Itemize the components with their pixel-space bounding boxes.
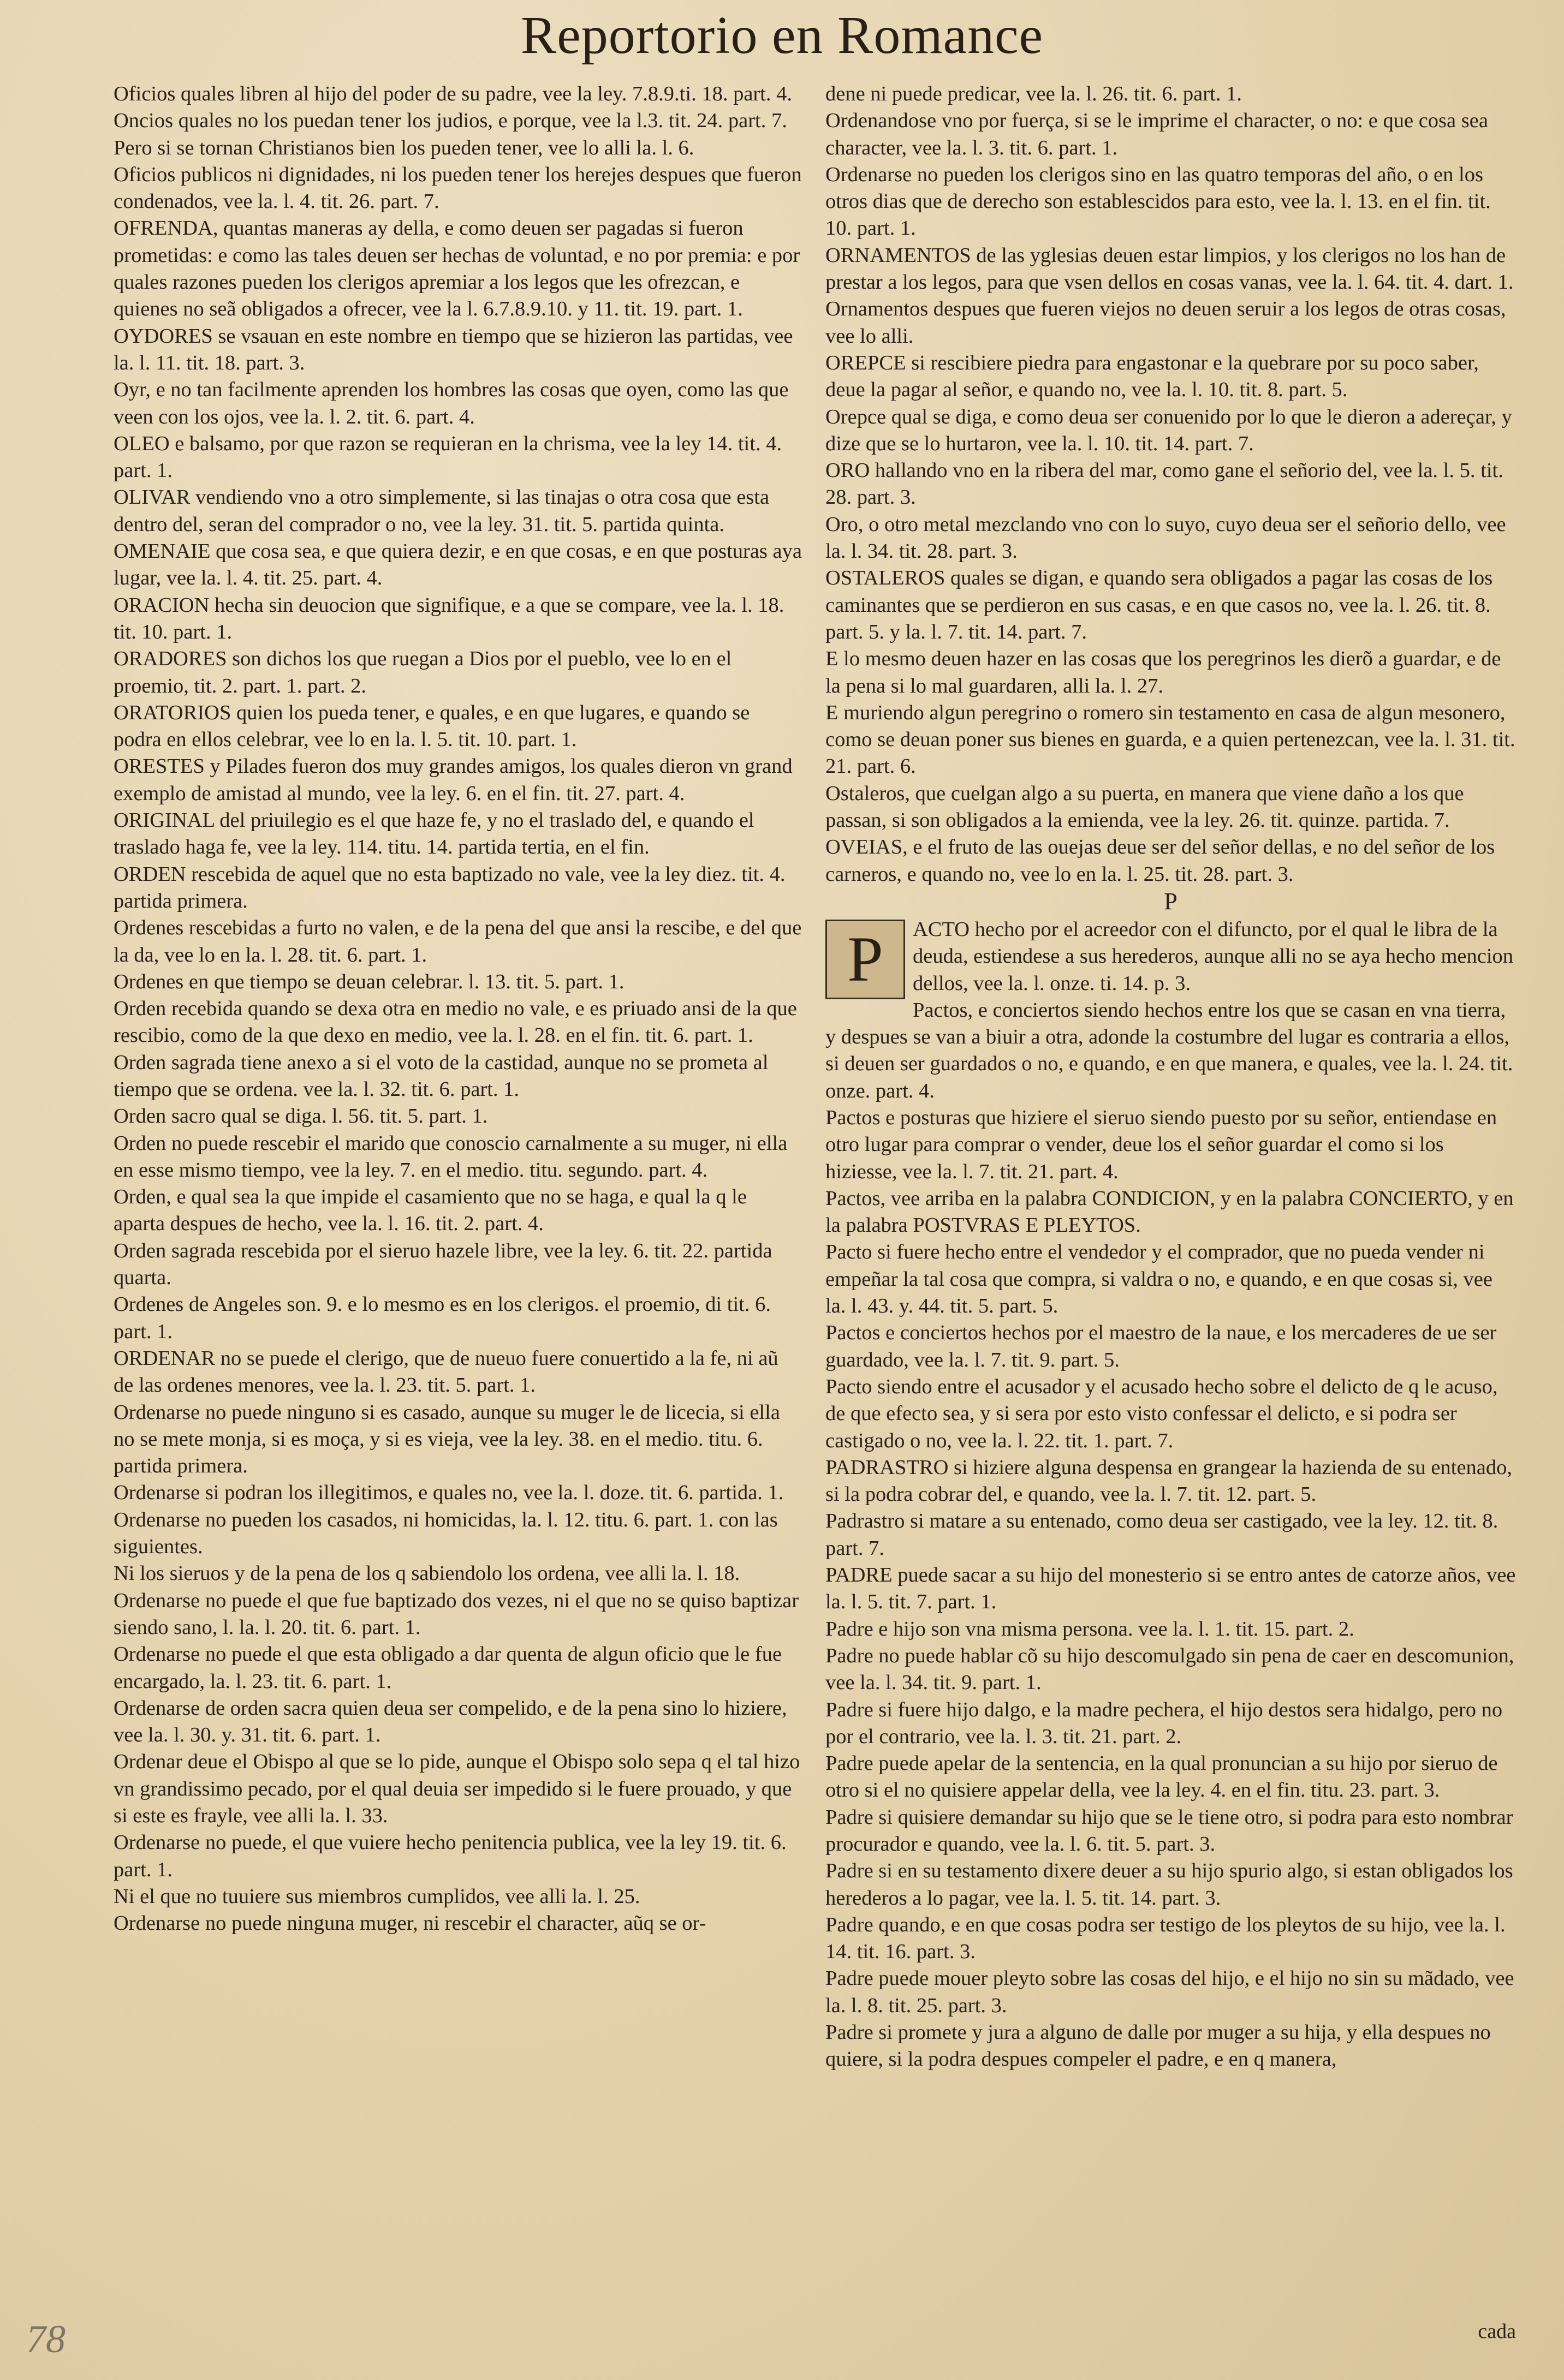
index-entry: ORESTES y Pilades fueron dos muy grandes amigos, los quales dieron vn grand exemplo de amistad al mundo, vee la ley. 6. en el fin. tit. 27. part. 4. [114,755,793,805]
index-entry: ORNAMENTOS de las yglesias deuen estar limpios, y los clerigos no los han de prestar a los legos, para que vsen dellos en cosas vanas, vee la. l. 64. tit. 4. dart. 1. [825,243,1514,294]
index-entry: Oficios quales libren al hijo del poder de su padre, vee la ley. 7.8.9.ti. 18. part. 4. [114,82,793,105]
index-entry: Padrastro si matare a su entenado, como deua ser castigado, vee la ley. 12. tit. 8. part. 7. [825,1510,1498,1560]
index-entry: Ni el que no tuuiere sus miembros cumplidos, vee alli la. l. 25. [114,1884,640,1908]
index-entry: OYDORES se vsauan en este nombre en tiempo que se hizieron las partidas, vee la. l. 11. tit. 18. part. 3. [114,324,793,374]
index-entry: Padre e hijo son vna misma persona. vee la. l. 1. tit. 15. part. 2. [825,1617,1354,1641]
index-entry: Ordenarse no pueden los casados, ni homicidas, la. l. 12. titu. 6. part. 1. con las siguientes. [114,1508,778,1559]
index-entry: Ordenarse no pueden los clerigos sino en las quatro temporas del año, o en los otros dias que de derecho son establescidos para esto, vee la. l. 13. en el fin. tit. 10. part. 1. [825,163,1491,240]
index-entry: Padre quando, e en que cosas podra ser testigo de los pleytos de su hijo, vee la. l. 14. tit. 16. part. 3. [825,1913,1506,1964]
index-entry: Orden no puede rescebir el marido que conoscio carnalmente a su muger, ni ella en esse mismo tiempo, vee la ley. 7. en el medio. titu. segundo. part. 4. [114,1131,788,1182]
index-entry: Orden sagrada rescebida por el sieruo hazele libre, vee la ley. 6. tit. 22. partida quarta. [114,1239,772,1290]
index-entry: Padre no puede hablar cõ su hijo descomulgado sin pena de caer en descomunion, vee la. l. 34. tit. 9. part. 1. [825,1644,1514,1695]
index-entry: Ordenarse de orden sacra quien deua ser compelido, e de la pena sino lo hiziere, vee la. l. 30. y. 31. tit. 6. part. 1. [114,1696,787,1747]
index-entry: Padre puede apelar de la sentencia, en la qual pronuncian a su hijo por sieruo de otro si el no quisiere appelar della, vee la ley. 4. en el fin. titu. 23. part. 3. [825,1752,1498,1802]
index-entry: Ostaleros, que cuelgan algo a su puerta, en manera que viene daño a los que passan, si son obligados a la emienda, vee la ley. 26. tit. quinze. partida. 7. [825,782,1464,832]
index-entry: OLEO e balsamo, por que razon se requieran en la chrisma, vee la ley 14. tit. 4. part. 1. [114,432,782,482]
index-entry: ACTO hecho por el acreedor con el difuncto, por el qual le libra de la deuda, estiendese a sus herederos, aunque alli no se aya hecho mencion dellos, vee la. l. onze. ti. 14. p. 3. [913,917,1514,995]
index-entry: Orden recebida quando se dexa otra en medio no vale, e es priuado ansi de la que rescibio, como de la que dexo en medio, vee la. l. 28. en el fin. tit. 6. part. 1. [114,997,797,1047]
index-entry: Padre puede mouer pleyto sobre las cosas del hijo, e el hijo no sin su mãdado, vee la. l. 8. tit. 25. part. 3. [825,1967,1514,2017]
decorated-initial-p: P [825,920,905,999]
handwritten-folio-number: 78 [26,2317,66,2361]
index-entry: Orden sacro qual se diga. l. 56. tit. 5. part. 1. [114,1105,488,1128]
index-entry: E lo mesmo deuen hazer en las cosas que los peregrinos les dierõ a guardar, e de la pena si lo mal guardaren, alli la. l. 27. [825,647,1501,697]
index-entry: OFRENDA, quantas maneras ay della, e como deuen ser pagadas si fueron prometidas: e como las tales deuen ser hechas de voluntad, e no por premia: e por quales razones pueden los clerigos apremiar a los legos que les ofrezcan, e quienes no seã obligados a ofrecer, vee la l. 6.7.8.9.10. y 11. tit. 19. part. 1. [114,217,800,321]
index-entry: ORDENAR no se puede el clerigo, que de nueuo fuere conuertido a la fe, ni aũ de las ordenes menores, vee la. l. 23. tit. 5. part. 1. [114,1346,778,1397]
index-entry: Pactos, vee arriba en la palabra CONDICION, y en la palabra CONCIERTO, y en la palabra POSTVRAS E PLEYTOS. [825,1186,1514,1237]
left-column [114,81,802,1937]
index-entry: Pacto siendo entre el acusador y el acusado hecho sobre el delicto de q le acuso, de que efecto sea, y si sera por esto visto confessar el delicto, e si podra ser castigado o no, vee la. l. 22. tit. 1. part. 7. [825,1375,1498,1452]
index-entry: Ni los sieruos y de la pena de los q sabiendolo los ordena, vee alli la. l. 18. [114,1562,740,1585]
index-entry: ORADORES son dichos los que ruegan a Dios por el pueblo, vee lo en el proemio, tit. 2. part. 1. part. 2. [114,647,732,697]
index-entry: OLIVAR vendiendo vno a otro simplemente, si las tinajas o otra cosa que esta dentro del, seran del comprador o no, vee la ley. 31. tit. 5. partida quinta. [114,486,770,536]
index-entry: Oncios quales no los puedan tener los judios, e porque, vee la l.3. tit. 24. part. 7. [114,109,787,133]
index-entry: Ordenarse no puede ninguna muger, ni rescebir el character, aũq se or- [114,1912,706,1935]
catchword: cada [1478,2320,1516,2343]
index-entry: ORDEN rescebida de aquel que no esta baptizado no vale, vee la ley diez. tit. 4. partida primera. [114,862,786,912]
index-entry: OVEIAS, e el fruto de las ouejas deue ser del señor dellas, e no del señor de los carneros, e quando no, vee lo en la. l. 25. tit. 28. part. 3. [825,836,1495,886]
section-letter-p: P [1164,887,1178,915]
index-entry: Pactos, e conciertos siendo hechos entre los que se casan en vna tierra, y despues se van a biuir a otra, adonde la costumbre del lugar es contraria a ellos, si deuen ser guardados o no, e quando, e en que manera, e quales, vee la. l. 24. tit. onze. part. 4. [825,998,1513,1102]
index-entry: Ordenarse no puede ninguno si es casado, aunque su muger le de licecia, si ella no se mete monja, si es moça, y si es vieja, vee la ley. 38. en el medio. titu. 6. partida primera. [114,1400,780,1478]
page-header [0,5,1564,65]
index-entry: PADRE puede sacar a su hijo del monesterio si se entro antes de catorze años, vee la. l. 5. tit. 7. part. 1. [825,1564,1516,1614]
index-entry: ORATORIOS quien los pueda tener, e quales, e en que lugares, e quando se podra en ellos celebrar, vee lo en la. l. 5. tit. 10. part. 1. [114,701,750,751]
index-entry: Ordenarse no puede el que fue baptizado dos vezes, ni el que no se quiso baptizar siendo sano, l. la. l. 20. tit. 6. part. 1. [114,1589,799,1639]
index-entry: Padre si quisiere demandar su hijo que se le tiene otro, si podra para esto nombrar procurador e quando, vee la. l. 6. tit. 5. part. 3. [825,1805,1513,1856]
index-entry: OSTALEROS quales se digan, e quando sera obligados a pagar las cosas de los caminantes que se perdieron en sus casas, e en que casos no, vee la. l. 26. tit. 8. part. 5. y la. l. 7. tit. 14. part. 7. [825,566,1493,643]
right-column-o-entries [825,81,1516,888]
index-entry: Oyr, e no tan facilmente aprenden los hombres las cosas que oyen, como las que veen con los ojos, vee la. l. 2. tit. 6. part. 4. [114,378,789,428]
index-entry: Ordenarse si podran los illegitimos, e quales no, vee la. l. doze. tit. 6. partida. 1. [114,1481,784,1505]
index-entry: Padre si promete y jura a alguno de dalle por muger a su hija, y ella despues no quiere, si la podra despues compeler el padre, e en q manera, [825,2021,1491,2071]
index-entry: Pactos e posturas que hiziere el sieruo siendo puesto por su señor, entiendase en otro lugar para comprar o vender, deue los el señor guardar el como si los hiziesse, vee la. l. 7. tit. 21. part. 4. [825,1106,1497,1183]
index-entry: Oro, o otro metal mezclando vno con lo suyo, cuyo deua ser el señorio dello, vee la. l. 34. tit. 28. part. 3. [825,512,1506,563]
index-entry: Orden sagrada tiene anexo a si el voto de la castidad, aunque no se prometa al tiempo que se ordena. vee la. l. 32. tit. 6. part. 1. [114,1051,769,1101]
index-entry: Ordenarse no puede, el que vuiere hecho penitencia publica, vee la ley 19. tit. 6. part. 1. [114,1831,787,1881]
index-entry: Ordenarse no puede el que esta obligado a dar quenta de algun oficio que le fue encargado, la. l. 23. tit. 6. part. 1. [114,1643,782,1693]
index-entry: ORACION hecha sin deuocion que signifique, e a que se compare, vee la. l. 18. tit. 10. part. 1. [114,593,784,643]
index-entry: Ornamentos despues que fueren viejos no deuen seruir a los legos de otras cosas, vee lo alli. [825,297,1506,348]
index-entry: Pactos e conciertos hechos por el maestro de la naue, e los mercaderes de ue ser guardado, vee la. l. 7. tit. 9. part. 5. [825,1321,1497,1371]
right-column [825,81,1516,2073]
index-entry: Ordenar deue el Obispo al que se lo pide, aunque el Obispo solo sepa q el tal hizo vn grandissimo pecado, por el qual deuia ser impedido si le fuere prouado, y que si este es frayle, vee alli la. l. 33. [114,1750,800,1827]
index-entry: Ordenes en que tiempo se deuan celebrar. l. 13. tit. 5. part. 1. [114,970,625,993]
index-entry: Pacto si fuere hecho entre el vendedor y el comprador, que no pueda vender ni empeñar la tal cosa que compra, si valdra o no, e quando, e en que cosas si, vee la. l. 43. y. 44. tit. 5. part. 5. [825,1240,1492,1318]
index-entry: Pero si se tornan Christianos bien los pueden tener, vee lo alli la. l. 6. [114,136,694,159]
index-entry: dene ni puede predicar, vee la. l. 26. tit. 6. part. 1. [825,82,1242,105]
index-entry: Padre si en su testamento dixere deuer a su hijo spurio algo, si estan obligados los herederos a lo pagar, vee la. l. 5. tit. 14. part. 3. [825,1859,1513,1910]
index-entry: PADRASTRO si hiziere alguna despensa en grangear la hazienda de su entenado, si la podra cobrar del, e quando, vee la. l. 7. tit. 12. part. 5. [825,1456,1512,1506]
right-column-p-entries [825,916,1516,2073]
index-entry: OREPCE si rescibiere piedra para engastonar e la quebrare por su poco saber, deue la pagar al señor, e quando no, vee la. l. 10. tit. 8. part. 5. [825,351,1479,402]
p-section [825,916,1516,2073]
index-entry: Ordenes de Angeles son. 9. e lo mesmo es en los clerigos. el proemio, di tit. 6. part. 1. [114,1293,771,1343]
index-entry: Ordenes rescebidas a furto no valen, e de la pena del que ansi la rescibe, e del que la da, vee lo en la. l. 28. tit. 6. part. 1. [114,916,802,967]
index-entry: ORO hallando vno en la ribera del mar, como gane el señorio del, vee la. l. 5. tit. 28. part. 3. [825,459,1503,509]
index-entry: Orepce qual se diga, e como deua ser conuenido por lo que le dieron a adereçar, y dize que se lo hurtaron, vee la. l. 10. tit. 14. part. 7. [825,405,1512,455]
index-entry: Oficios publicos ni dignidades, ni los pueden tener los herejes despues que fueron condenados, vee la. l. 4. tit. 26. part. 7. [114,163,802,213]
index-entry: ORIGINAL del priuilegio es el que haze fe, y no el traslado del, e quando el traslado haga fe, vee la ley. 114. titu. 14. partida tertia, en el fin. [114,809,754,859]
index-entry: E muriendo algun peregrino o romero sin testamento en casa de algun mesonero, como se deuan poner sus bienes en guarda, e a quien pertenezcan, vee la. l. 31. tit. 21. part. 6. [825,701,1515,778]
index-entry: OMENAIE que cosa sea, e que quiera dezir, e en que cosas, e en que posturas aya lugar, vee la. l. 4. tit. 25. part. 4. [114,540,802,590]
running-title: Reportorio en Romance [520,6,1044,65]
index-entry: Padre si fuere hijo dalgo, e la madre pechera, el hijo destos sera hidalgo, pero no por el contrario, vee la. l. 3. tit. 21. part. 2. [825,1698,1503,1748]
index-entry: Ordenandose vno por fuerça, si se le imprime el character, o no: e que cosa sea character, vee la. l. 3. tit. 6. part. 1. [825,109,1488,159]
index-entry: Orden, e qual sea la que impide el casamiento que no se haga, e qual la q le aparta despues de hecho, vee la. l. 16. tit. 2. part. 4. [114,1185,747,1236]
